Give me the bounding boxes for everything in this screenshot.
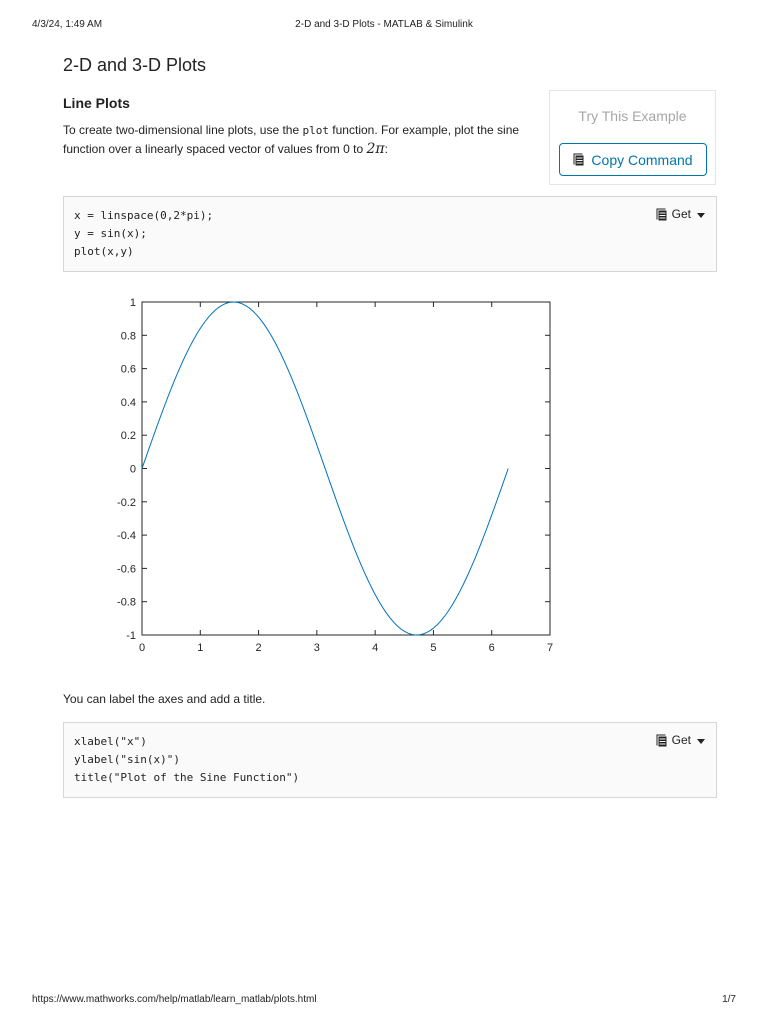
print-header [32,19,736,33]
x-tick-label: 5 [430,642,437,654]
section-heading: Line Plots [63,95,130,111]
document-icon [573,153,585,166]
y-tick-label: 1 [129,297,136,309]
y-tick-label: -1 [126,630,136,642]
y-tick-label: 0.4 [120,396,136,409]
page-number: 1/7 [722,994,736,1005]
x-tick-label: 3 [313,642,320,654]
get-code-button[interactable] [656,733,705,747]
sine-plot-svg [100,290,570,660]
code-text[interactable]: x = linspace(0,2*pi); y = sin(x); plot(x,y) [74,209,214,258]
intro-text-1: To create two-dimensional line plots, use the [63,123,303,137]
caret-down-icon [697,213,705,218]
y-tick-label: 0.6 [120,363,136,376]
x-tick-label: 7 [546,642,554,654]
get-label: Get [671,207,691,221]
x-tick-label: 2 [255,642,262,654]
y-tick-label: 0.2 [120,430,136,443]
document-icon [656,734,668,747]
document-icon [656,208,668,221]
page-title: 2-D and 3-D Plots [63,55,207,75]
get-label: Get [671,733,691,747]
y-tick-label: 0 [129,463,136,476]
sine-plot [100,290,570,660]
copy-command-button[interactable] [559,143,707,176]
copy-command-label: Copy Command [591,151,693,168]
page-url: https://www.mathworks.com/help/matlab/learn_matlab/plots.html [32,994,317,1005]
code-block-plot [63,196,717,272]
intro-paragraph [63,121,543,158]
math-2pi: 2π [366,141,385,157]
x-tick-label: 0 [138,642,146,654]
try-example-panel [549,90,716,185]
y-tick-label: -0.6 [117,563,136,576]
intro-text-3: : [384,142,388,156]
y-tick-label: 0.8 [120,330,136,343]
print-page-title: 2-D and 3-D Plots - MATLAB & Simulink [295,19,473,30]
y-tick-label: -0.8 [117,596,136,609]
x-tick-label: 1 [197,642,204,654]
get-code-button[interactable] [656,207,705,221]
y-tick-label: -0.4 [117,530,136,543]
y-tick-label: -0.2 [117,496,136,509]
x-tick-label: 4 [372,642,379,654]
caret-down-icon [697,739,705,744]
plot-axes-box [142,302,550,635]
code-block-labels [63,722,717,798]
try-example-label: Try This Example [578,108,687,124]
x-tick-label: 6 [488,642,495,654]
print-footer [32,994,736,1008]
inline-code-plot: plot [302,124,329,137]
intro-text-2: function. For example, plot the sine function over a linearly spaced vector of values from 0 to [63,123,520,156]
code-text[interactable]: xlabel("x") ylabel("sin(x)") title("Plot of the Sine Function") [74,735,300,784]
print-date: 4/3/24, 1:49 AM [32,19,103,30]
caption-text: You can label the axes and add a title. [63,692,266,706]
